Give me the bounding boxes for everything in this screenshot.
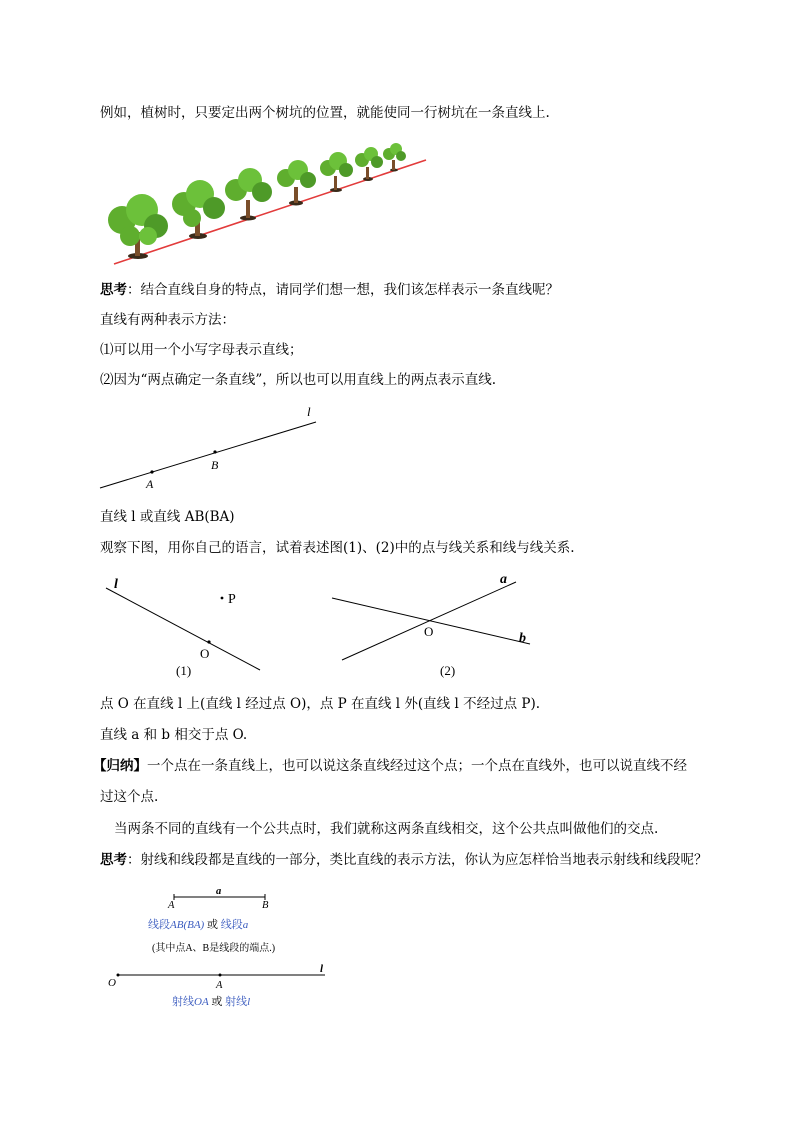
label-a: A [168,900,175,911]
point-o [117,974,120,977]
line-caption: 直线 l 或直线 AB(BA) [100,509,235,525]
label-p: P [228,592,236,607]
method-1: ⑴可以用一个小写字母表示直线； [100,342,303,358]
methods-intro: 直线有两种表示方法： [100,312,235,328]
caption-1: (1) [176,663,192,678]
ray-caption: 射线OA 或 射线l [172,996,251,1008]
summary-label: 【归纳】 [93,758,147,774]
method-2: ⑵因为“两点确定一条直线”，所以也可以用直线上的两点表示直线. [100,372,497,388]
label-o: O [424,624,434,639]
summary-continuation: 过这个点. [100,789,159,805]
label-l: l [114,577,118,592]
line-ab-figure [100,404,330,496]
label-b: b [519,631,526,646]
point-p [221,597,224,600]
caption-2: (2) [440,663,456,678]
tree-icon [225,168,272,221]
segment-note: (其中点A、B是线段的端点.) [152,943,276,954]
label-a: A [216,980,223,991]
figure-1 [100,574,270,680]
intersect-paragraph: 当两条不同的直线有一个公共点时，我们就称这两条直线相交，这个公共点叫做他们的交点. [114,821,659,837]
summary-paragraph: 【归纳】一个点在一条直线上，也可以说这条直线经过这个点；一个点在直线外，也可以说直线不经 [93,758,687,774]
segment-caption: 线段AB(BA) 或 线段a [148,919,249,931]
label-l: l [307,404,311,419]
point-b [213,450,216,453]
fact-1: 点 O 在直线 l 上(直线 l 经过点 O)，点 P 在直线 l 外(直线 l 不经过点 P). [100,696,541,712]
tree-planting-illustration [100,140,430,270]
intro-paragraph: 例如，植树时，只要定出两个树坑的位置，就能使同一行树坑在一条直线上. [100,105,550,121]
label-a: A [146,477,154,491]
label-b: B [211,458,219,472]
point-a [150,470,153,473]
point-o [207,640,210,643]
label-b: B [262,900,269,911]
label-a: a [500,572,507,587]
point-a [219,974,222,977]
label-o: O [108,977,116,989]
segment-ray-figure [100,884,340,1014]
think-paragraph-1: 思考：结合直线自身的特点，请同学们想一想，我们该怎样表示一条直线呢？ [100,282,559,298]
label-l: l [320,963,324,975]
think-paragraph-2: 思考：射线和线段都是直线的一部分，类比直线的表示方法，你认为应怎样恰当地表示射线和线段呢？ [100,852,708,868]
observe-paragraph: 观察下图，用你自己的语言，试着表述图(1)、(2)中的点与线关系和线与线关系. [100,540,575,556]
think-label: 思考 [100,282,127,298]
think-label: 思考 [100,852,127,868]
label-a-small: a [216,886,222,897]
label-o: O [200,646,210,661]
fact-2: 直线 a 和 b 相交于点 O. [100,727,248,743]
figure-2 [330,570,540,680]
